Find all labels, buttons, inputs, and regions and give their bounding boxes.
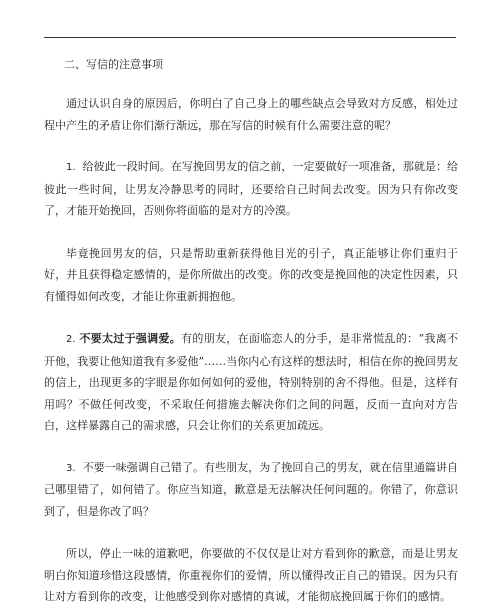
paragraph-text: 不要一味强调自己错了。有些朋友，为了挽回自己的男友，就在信里通篇讲自己哪里错了，如何错了。你应当知道，歉意是无法解决任何问题的。你错了，你意识到了，但是你改了吗？	[44, 460, 458, 518]
list-number: 2.	[66, 334, 76, 345]
paragraph-text: 通过认识自身的原因后，你明白了自己身上的哪些缺点会导致对方反感，相处过程中产生的矛盾让你们渐行渐远，那在写信的时候有什么需要注意的呢？	[44, 97, 458, 132]
paragraph-intro	[44, 93, 458, 136]
paragraph-point-3	[44, 457, 458, 523]
list-number: 3.	[66, 462, 76, 474]
paragraph-bold-lead: 不要太过于强调爱。	[79, 332, 182, 345]
paragraph-follow-up-3	[44, 543, 458, 608]
paragraph-text: 毕竟挽回男友的信，只是帮助重新获得他目光的引子，真正能够让你们重归于好，并且获得稳定感情的，是你所做出的改变。你的改变是挽回他的决定性因素，只有懂得如何改变，才能让你重新拥抱他。	[44, 246, 458, 303]
section-heading: 二、写信的注意事项	[64, 58, 163, 71]
list-number: 1.	[66, 162, 76, 173]
paragraph-follow-up-1	[44, 243, 458, 308]
header-rule	[44, 37, 456, 38]
paragraph-text: 有的朋友，在面临恋人的分手，是非常慌乱的：“我离不开他，我要让他知道我有多爱他”……当你内心有这样的想法时，相信在你的挽回男友的信上，出现更多的字眼是你如何如何的爱他，特别特别的舍不得他。但是，这样有用吗？不做任何改变，不采取任何措施去解决你们之间的问题，反而一直向对方告白，这样暴露自己的需求感，只会让你们的关系更加疏远。	[44, 332, 459, 432]
paragraph-text: 给彼此一段时间。在写挽回男友的信之前，一定要做好一项准备，那就是：给彼此一些时间，让男友冷静思考的同时，还要给自己时间去改变。因为只有你改变了，才能开始挽回，否则你将面临的是对方的冷漠。	[44, 160, 458, 217]
paragraph-point-2	[44, 328, 458, 437]
paragraph-point-1	[44, 156, 458, 222]
document-body	[44, 58, 458, 608]
paragraph-text: 所以，停止一味的道歉吧，你要做的不仅仅是让对方看到你的歉意，而是让男友明白你知道珍惜这段感情，你重视你们的爱情，所以懂得改正自己的错误。因为只有让对方看到你的改变，让他感受到你对感情的真诚，才能彻底挽回属于你们的感情。	[44, 547, 458, 603]
